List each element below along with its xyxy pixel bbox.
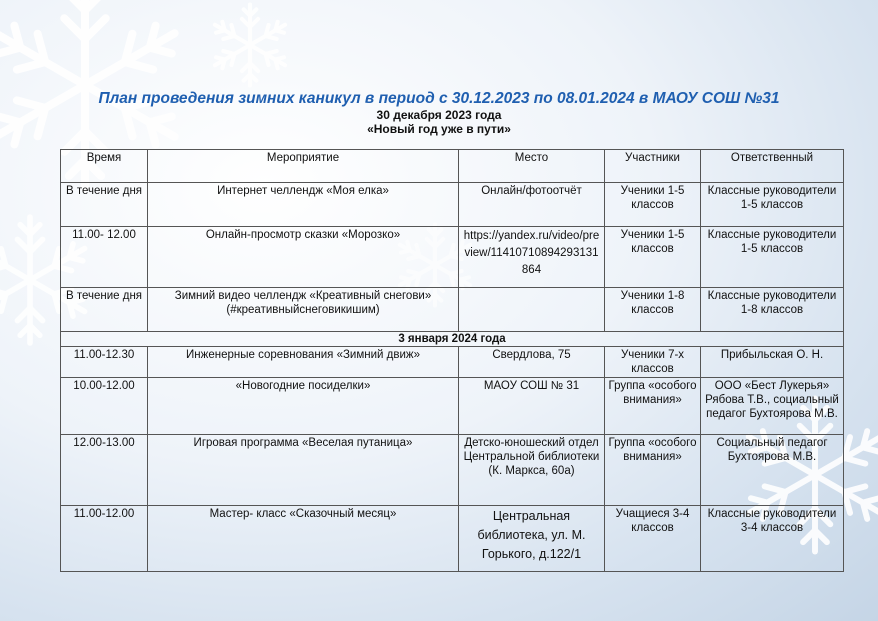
cell-event: Мастер- класс «Сказочный месяц» [148, 506, 459, 572]
cell-responsible: Классные руководители 1-5 классов [701, 227, 844, 288]
cell-place: Детско-юношеский отдел Центральной библиотеки (К. Маркса, 60а) [459, 435, 605, 506]
page-title: План проведения зимних каникул в период с 30.12.2023 по 08.01.2024 в МАОУ СОШ №31 [98, 90, 780, 107]
cell-time: 10.00-12.00 [61, 378, 148, 435]
cell-participants: Группа «особого внимания» [605, 378, 701, 435]
table-header-row [61, 150, 844, 183]
cell-place [459, 288, 605, 332]
cell-participants: Ученики 1-5 классов [605, 227, 701, 288]
cell-place: Центральная библиотека, ул. М. Горького, д.122/1 [459, 506, 605, 572]
cell-event: Интернет челлендж «Моя елка» [148, 183, 459, 227]
cell-time: В течение дня [61, 183, 148, 227]
section-row [61, 332, 844, 347]
header-event: Мероприятие [148, 150, 459, 183]
cell-participants: Ученики 7-х классов [605, 347, 701, 378]
date-heading: 30 декабря 2023 года [376, 108, 502, 122]
header-participants: Участники [605, 150, 701, 183]
cell-participants: Группа «особого внимания» [605, 435, 701, 506]
cell-event: Онлайн-просмотр сказки «Морозко» [148, 227, 459, 288]
header-time: Время [61, 150, 148, 183]
cell-time: 11.00-12.00 [61, 506, 148, 572]
snowflake-icon [205, 0, 295, 90]
cell-time: 11.00-12.30 [61, 347, 148, 378]
cell-responsible: Классные руководители 1-5 классов [701, 183, 844, 227]
cell-responsible: Социальный педагог Бухтоярова М.В. [701, 435, 844, 506]
table-row [61, 183, 844, 227]
table-row [61, 435, 844, 506]
cell-responsible: Классные руководители 1-8 классов [701, 288, 844, 332]
cell-event: Инженерные соревнования «Зимний движ» [148, 347, 459, 378]
header-place: Место [459, 150, 605, 183]
cell-place: Свердлова, 75 [459, 347, 605, 378]
cell-event: Игровая программа «Веселая путаница» [148, 435, 459, 506]
cell-responsible: ООО «Бест Лукерья» Рябова Т.В., социальный педагог Бухтоярова М.В. [701, 378, 844, 435]
cell-participants: Ученики 1-5 классов [605, 183, 701, 227]
table-row [61, 347, 844, 378]
section-date: 3 января 2024 года [61, 332, 844, 347]
cell-responsible: Классные руководители 3-4 классов [701, 506, 844, 572]
cell-time: В течение дня [61, 288, 148, 332]
header-responsible: Ответственный [701, 150, 844, 183]
cell-place: https://yandex.ru/video/preview/11410710894293131864 [459, 227, 605, 288]
cell-time: 11.00- 12.00 [61, 227, 148, 288]
cell-participants: Учащиеся 3-4 классов [605, 506, 701, 572]
cell-place: Онлайн/фотоотчёт [459, 183, 605, 227]
cell-event: Зимний видео челлендж «Креативный снегови» (#креативныйснеговикишим) [148, 288, 459, 332]
table-row [61, 378, 844, 435]
cell-event: «Новогодние посиделки» [148, 378, 459, 435]
cell-participants: Ученики 1-8 классов [605, 288, 701, 332]
table-row [61, 288, 844, 332]
theme-heading: «Новый год уже в пути» [367, 122, 511, 136]
schedule-table [60, 149, 844, 572]
cell-place: МАОУ СОШ № 31 [459, 378, 605, 435]
table-row [61, 227, 844, 288]
cell-responsible: Прибыльская О. Н. [701, 347, 844, 378]
cell-time: 12.00-13.00 [61, 435, 148, 506]
table-row [61, 506, 844, 572]
